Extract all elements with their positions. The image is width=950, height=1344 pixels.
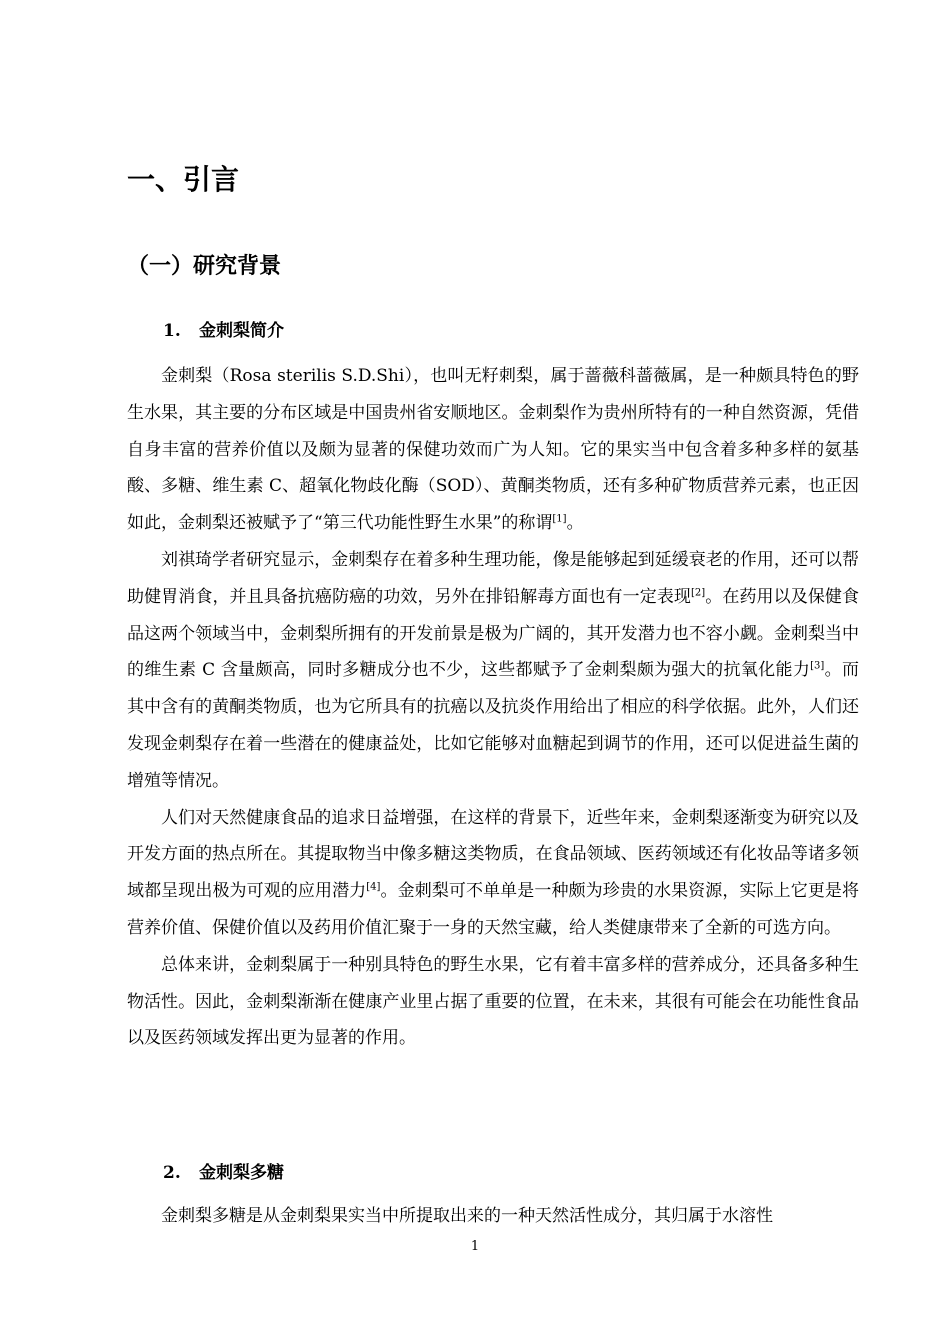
paragraph-text: 金刺梨多糖是从金刺梨果实当中所提取出来的一种天然活性成分，其归属于水溶性 [161,1206,773,1226]
paragraph-2 [127,542,859,800]
paragraph-text: 金刺梨（Rosa sterilis S.D.Shi），也叫无籽刺梨，属于蔷薇科蔷薇属，是一种颇具特色的野生水果，其主要的分布区域是中国贵州省安顺地区。金刺梨作为贵州所特有的一种自然资源，凭借自身丰富的营养价值以及颇为显著的保健功效而广为人知。它的果实当中包含着多种多样的氨基酸、多糖、维生素 C、超氧化物歧化酶（SOD）、黄酮类物质，还有多种矿物质营养元素，也正因如此，金刺梨还被赋予了“第三代功能性野生水果”的称谓 [127,366,859,534]
chapter-heading: 一、引言 [127,163,240,196]
subsection-heading-2 [163,1160,284,1186]
paragraph-1 [127,358,859,542]
citation: [1] [552,513,567,525]
subsection-number: 1. [163,321,181,341]
subsection-title: 金刺梨简介 [199,321,284,341]
page-number: 1 [470,1239,480,1254]
section-heading: （一）研究背景 [127,254,282,279]
paragraph-4 [127,947,859,1057]
subsection-number: 2. [163,1163,181,1183]
paragraph-text: 人们对天然健康食品的追求日益增强，在这样的背景下，近些年来，金刺梨逐渐变为研究以及开发方面的热点所在。其提取物当中像多糖这类物质，在食品领域、医药领域还有化妆品等诸多领域都呈现出极为可观的应用潜力 [127,807,859,902]
paragraph-text: 总体来讲，金刺梨属于一种别具特色的野生水果，它有着丰富多样的营养成分，还具备多种生物活性。因此，金刺梨渐渐在健康产业里占据了重要的位置，在未来，其很有可能会在功能性食品以及医药领域发挥出更为显著的作用。 [127,954,859,1049]
paragraph-text: 。在药用以及保健食品这两个领域当中，金刺梨所拥有的开发前景是极为广阔的，其开发潜力也不容小觑。金刺梨当中的维生素 C 含量颇高，同时多糖成分也不少，这些都赋予了金刺梨颇为强大的抗氧化能力 [127,586,860,681]
body-text-block [127,1198,859,1235]
citation: [2] [691,587,706,599]
citation: [4] [366,881,381,893]
citation: [3] [810,660,825,672]
paragraph-5 [127,1198,859,1235]
paragraph-text: 。而其中含有的黄酮类物质，也为它所具有的抗癌以及抗炎作用给出了相应的科学依据。此外，人们还发现金刺梨存在着一些潜在的健康益处，比如它能够对血糖起到调节的作用，还可以促进益生菌的增殖等情况。 [127,660,859,791]
paragraph-text: 。 [566,513,584,534]
body-text-block [127,358,859,1057]
subsection-heading-1 [163,318,284,344]
paragraph-3 [127,800,859,947]
paragraph-text: 刘祺琦学者研究显示，金刺梨存在着多种生理功能，像是能够起到延缓衰老的作用，还可以帮助健胃消食，并且具备抗癌防癌的功效，另外在排铅解毒方面也有一定表现 [127,549,859,607]
paragraph-text: 。金刺梨可不单单是一种颇为珍贵的水果资源，实际上它更是将营养价值、保健价值以及药用价值汇聚于一身的天然宝藏，给人类健康带来了全新的可选方向。 [127,881,860,938]
subsection-title: 金刺梨多糖 [199,1163,284,1183]
